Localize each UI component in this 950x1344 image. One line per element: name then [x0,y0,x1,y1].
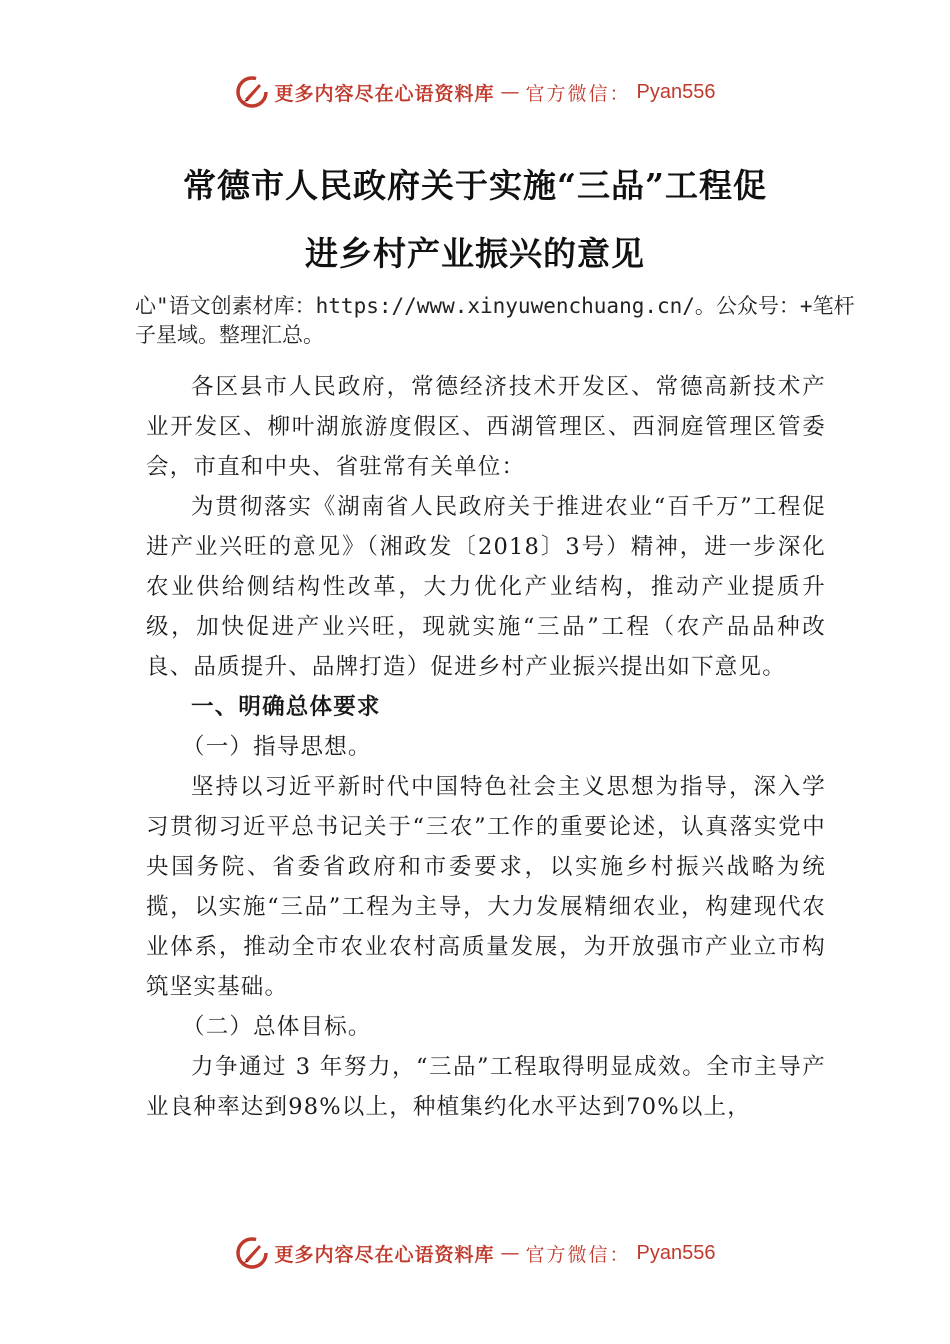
subsection-heading-1: （一）指导思想。 [182,734,372,760]
footer-banner [0,1233,950,1273]
intro-paragraph: 为贯彻落实《湖南省人民政府关于推进农业“百千万”工程促进产业兴旺的意见》（湘政发〔2018〕3号）精神，进一步深化农业供给侧结构性改革，大力优化产业结构，推动产业提质升级，加快促进产业兴旺，现就实施“三品”工程（农产品品种改良、品质提升、品牌打造）促进乡村产业振兴提出如下意见。 [146,494,826,680]
banner-text: 更多内容尽在心语资料库 [274,1243,495,1266]
banner-separator: — [500,1242,520,1264]
recipients-paragraph: 各区县市人民政府，常德经济技术开发区、常德高新技术产业开发区、柳叶湖旅游度假区、西湖管理区、西洞庭管理区管委会，市直和中央、省驻常有关单位： [146,374,826,480]
section-heading-1: 一、明确总体要求 [191,694,381,720]
brush-circle-logo-icon [235,75,269,109]
source-note: 心"语文创素材库：https://www.xinyuwenchuang.cn/。公众号：+笔杆子星域。整理汇总。 [135,294,855,347]
document-title-line-1: 常德市人民政府关于实施“三品”工程促 [183,166,767,205]
subsection-heading-2: （二）总体目标。 [182,1014,372,1040]
subsection-paragraph-2: 力争通过 3 年努力，“三品”工程取得明显成效。全市主导产业良种率达到98%以上，种植集约化水平达到70%以上， [146,1054,826,1120]
subsection-paragraph-1: 坚持以习近平新时代中国特色社会主义思想为指导，深入学习贯彻习近平总书记关于“三农”工作的重要论述，认真落实党中央国务院、省委省政府和市委要求，以实施乡村振兴战略为统揽，以实施“三品”工程为主导，大力发展精细农业，构建现代农业体系，推动全市农业农村高质量发展，为开放强市产业立市构筑坚实基础。 [146,774,826,1000]
banner-wechat-label: 官方微信： [525,1243,631,1266]
banner-wechat-id: Pyan556 [636,80,716,103]
banner-wechat-id: Pyan556 [636,1241,716,1264]
brush-circle-logo-icon [235,1236,269,1270]
header-banner [0,72,950,112]
banner-text: 更多内容尽在心语资料库 [274,82,495,105]
banner-separator: — [500,81,520,103]
document-title-line-2: 进乡村产业振兴的意见 [305,234,645,273]
document-body [146,367,826,1127]
banner-wechat-label: 官方微信： [525,82,631,105]
